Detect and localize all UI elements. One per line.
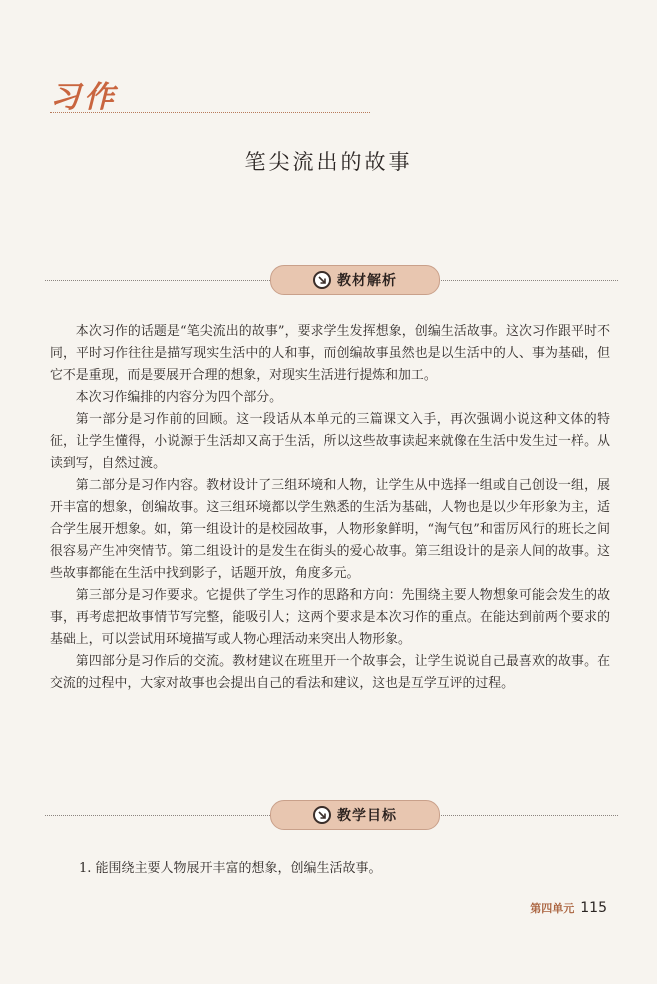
paragraph: 第三部分是习作要求。它提供了学生习作的思路和方向：先围绕主要人物想象可能会发生的故事，再考虑把故事情节写完整，能吸引人；这两个要求是本次习作的重点。在能达到前两个要求的基础上，可以尝试用环境描写或人物心理活动来突出人物形象。 bbox=[50, 588, 610, 647]
section-label: 习作 bbox=[50, 80, 118, 115]
banner-label: 教学目标 bbox=[337, 808, 397, 824]
section-label-rule bbox=[50, 112, 370, 113]
banner-pill bbox=[270, 800, 440, 830]
page-title: 笔尖流出的故事 bbox=[244, 150, 413, 174]
page-footer bbox=[530, 900, 607, 916]
paragraph: 本次习作编排的内容分为四个部分。 bbox=[75, 390, 283, 405]
unit-label: 第四单元 bbox=[530, 902, 575, 915]
paragraph: 本次习作的话题是“笔尖流出的故事”，要求学生发挥想象，创编生活故事。这次习作跟平时不同，平时习作往往是描写现实生活中的人和事，而创编故事虽然也是以生活中的人、事为基础，但它不是重现，而是要展开合理的想象，对现实生活进行提炼和加工。 bbox=[50, 324, 610, 383]
paragraph: 第一部分是习作前的回顾。这一段话从本单元的三篇课文入手，再次强调小说这种文体的特征，让学生懂得，小说源于生活却又高于生活，所以这些故事读起来就像在生活中发生过一样。从读到写，自然过渡。 bbox=[50, 412, 610, 471]
page-number: 115 bbox=[580, 900, 607, 916]
banner-label: 教材解析 bbox=[337, 273, 397, 289]
analysis-body bbox=[50, 321, 610, 695]
paragraph: 第二部分是习作内容。教材设计了三组环境和人物，让学生从中选择一组或自己创设一组，展开丰富的想象，创编故事。这三组环境都以学生熟悉的生活为基础，人物也是以少年形象为主，适合学生展开想象。如，第一组设计的是校园故事，人物形象鲜明，“淘气包”和雷厉风行的班长之间很容易产生冲突情节。第二组设计的是发生在街头的爱心故事。第三组设计的是亲人间的故事。这些故事都能在生活中找到影子，话题开放，角度多元。 bbox=[50, 478, 610, 581]
paragraph: 第四部分是习作后的交流。教材建议在班里开一个故事会，让学生说说自己最喜欢的故事。在交流的过程中，大家对故事也会提出自己的看法和建议，这也是互学互评的过程。 bbox=[50, 654, 610, 691]
banner-teaching-goals bbox=[45, 800, 618, 830]
arrow-down-right-icon bbox=[313, 806, 331, 824]
goal-item: 1. 能围绕主要人物展开丰富的想象，创编生活故事。 bbox=[79, 861, 382, 876]
banner-textbook-analysis bbox=[45, 265, 618, 295]
arrow-down-right-icon bbox=[313, 271, 331, 289]
banner-pill bbox=[270, 265, 440, 295]
